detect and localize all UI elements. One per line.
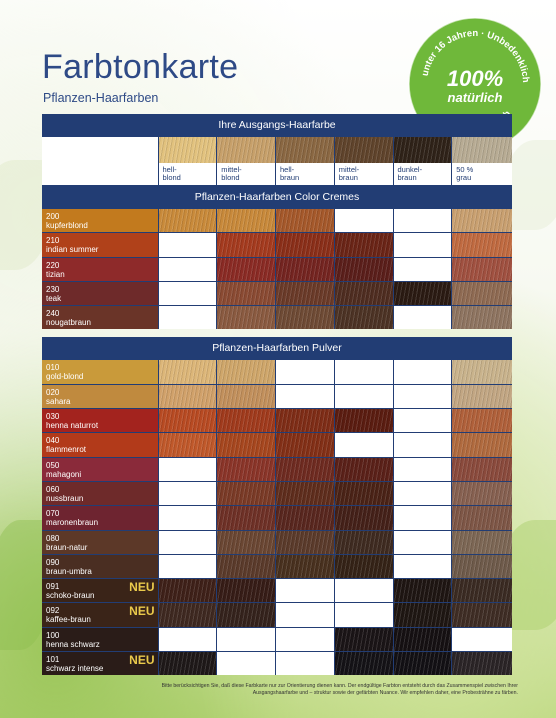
result-swatch: [452, 258, 512, 281]
result-swatch: [217, 555, 275, 578]
result-swatch: [159, 385, 217, 408]
result-swatch: [217, 579, 275, 602]
result-swatch: [276, 555, 334, 578]
product-label: [42, 603, 158, 626]
product-number: 060: [46, 484, 60, 494]
product-label: [42, 482, 158, 505]
result-swatch: [276, 458, 334, 481]
product-name: schwarz intense: [46, 664, 104, 674]
empty-cell: [394, 385, 452, 408]
product-label: [42, 628, 158, 651]
product-label: [42, 433, 158, 456]
input-color-cell: [335, 137, 393, 185]
hair-swatch: [159, 137, 217, 163]
product-number: 040: [46, 436, 60, 446]
input-row-blank: [42, 137, 158, 185]
result-swatch: [394, 652, 452, 675]
empty-cell: [335, 579, 393, 602]
result-swatch: [276, 433, 334, 456]
product-number: 091: [46, 582, 60, 592]
product-label: [42, 209, 158, 232]
empty-cell: [159, 531, 217, 554]
product-label: [42, 506, 158, 529]
result-swatch: [394, 603, 452, 626]
product-number: 210: [46, 236, 60, 246]
result-swatch: [217, 258, 275, 281]
result-swatch: [452, 579, 512, 602]
input-color-label: dunkel- braun: [397, 165, 423, 182]
product-name: gold-blond: [46, 372, 84, 382]
result-swatch: [217, 506, 275, 529]
input-color-label: hell- braun: [280, 165, 300, 182]
product-row: [42, 359, 512, 383]
product-name: henna schwarz: [46, 639, 100, 649]
page-title: Farbtonkarte: [42, 48, 239, 86]
empty-cell: [394, 306, 452, 329]
product-name: nussbraun: [46, 493, 84, 503]
hair-swatch: [217, 137, 275, 163]
empty-cell: [159, 282, 217, 305]
input-color-cell: [276, 137, 334, 185]
product-row: [42, 627, 512, 651]
result-swatch: [276, 482, 334, 505]
product-number: 230: [46, 284, 60, 294]
result-swatch: [452, 603, 512, 626]
product-label: [42, 652, 158, 675]
result-swatch: [335, 282, 393, 305]
result-swatch: [452, 482, 512, 505]
input-color-cell: [394, 137, 452, 185]
result-swatch: [217, 233, 275, 256]
product-name: tizian: [46, 269, 65, 279]
empty-cell: [159, 482, 217, 505]
product-row: [42, 305, 512, 329]
empty-cell: [394, 458, 452, 481]
result-swatch: [335, 233, 393, 256]
result-swatch: [159, 209, 217, 232]
product-label: [42, 579, 158, 602]
result-swatch: [217, 360, 275, 383]
empty-cell: [276, 360, 334, 383]
product-label: [42, 458, 158, 481]
result-swatch: [394, 282, 452, 305]
input-color-cell: [452, 137, 512, 185]
badge-ring-top: Unbedenklich: [485, 29, 532, 84]
product-name: nougatbraun: [46, 318, 91, 328]
result-swatch: [159, 652, 217, 675]
empty-cell: [394, 531, 452, 554]
input-color-row: [42, 136, 512, 186]
empty-cell: [217, 628, 275, 651]
empty-cell: [335, 209, 393, 232]
product-label: [42, 555, 158, 578]
result-swatch: [217, 282, 275, 305]
result-swatch: [217, 306, 275, 329]
product-number: 240: [46, 309, 60, 319]
product-name: braun-umbra: [46, 566, 92, 576]
empty-cell: [217, 652, 275, 675]
hair-swatch: [276, 137, 334, 163]
result-swatch: [452, 360, 512, 383]
empty-cell: [394, 233, 452, 256]
product-label: [42, 385, 158, 408]
result-swatch: [276, 506, 334, 529]
empty-cell: [394, 555, 452, 578]
result-swatch: [217, 433, 275, 456]
input-color-cell: [159, 137, 217, 185]
result-swatch: [159, 409, 217, 432]
empty-cell: [335, 603, 393, 626]
empty-cell: [394, 209, 452, 232]
result-swatch: [217, 385, 275, 408]
empty-cell: [159, 458, 217, 481]
product-number: 030: [46, 412, 60, 422]
product-number: 020: [46, 387, 60, 397]
product-row: [42, 602, 512, 626]
product-row: [42, 457, 512, 481]
badge-ring-left: unter 16 Jahren ·: [419, 27, 486, 78]
product-row: [42, 208, 512, 232]
product-number: 101: [46, 655, 60, 665]
empty-cell: [159, 233, 217, 256]
product-number: 092: [46, 606, 60, 616]
result-swatch: [394, 579, 452, 602]
result-swatch: [217, 603, 275, 626]
hair-swatch: [394, 137, 452, 163]
product-label: [42, 409, 158, 432]
product-row: [42, 432, 512, 456]
product-name: flammenrot: [46, 445, 87, 455]
result-swatch: [276, 306, 334, 329]
product-label: [42, 258, 158, 281]
product-row: [42, 530, 512, 554]
product-number: 200: [46, 212, 60, 221]
empty-cell: [276, 628, 334, 651]
result-swatch: [452, 282, 512, 305]
result-swatch: [159, 360, 217, 383]
product-number: 070: [46, 509, 60, 519]
product-name: kaffee-braun: [46, 615, 91, 625]
new-badge: NEU: [129, 653, 155, 668]
product-name: braun-natur: [46, 542, 88, 552]
product-label: [42, 233, 158, 256]
empty-cell: [276, 579, 334, 602]
result-swatch: [335, 652, 393, 675]
result-swatch: [276, 282, 334, 305]
empty-cell: [394, 482, 452, 505]
new-badge: NEU: [129, 580, 155, 595]
input-color-label: mittel- blond: [221, 165, 242, 182]
result-swatch: [276, 409, 334, 432]
empty-cell: [394, 409, 452, 432]
empty-cell: [335, 385, 393, 408]
product-number: 080: [46, 533, 60, 543]
result-swatch: [452, 555, 512, 578]
product-row: [42, 554, 512, 578]
result-swatch: [276, 258, 334, 281]
result-swatch: [335, 458, 393, 481]
empty-cell: [276, 652, 334, 675]
product-label: [42, 282, 158, 305]
result-swatch: [335, 306, 393, 329]
result-swatch: [452, 409, 512, 432]
cremes-rows: [42, 208, 512, 329]
badge-small-text: natürlich: [447, 90, 503, 105]
result-swatch: [335, 531, 393, 554]
product-row: [42, 578, 512, 602]
empty-cell: [159, 555, 217, 578]
badge-big-text: 100%: [446, 66, 504, 91]
result-swatch: [159, 433, 217, 456]
product-name: schoko-braun: [46, 591, 95, 601]
product-row: [42, 505, 512, 529]
product-name: mahagoni: [46, 469, 82, 479]
result-swatch: [217, 482, 275, 505]
product-number: 220: [46, 260, 60, 270]
product-row: [42, 257, 512, 281]
empty-cell: [394, 506, 452, 529]
product-name: maronenbraun: [46, 518, 99, 528]
page-subtitle: Pflanzen-Haarfarben: [43, 91, 159, 105]
product-number: 050: [46, 460, 60, 470]
empty-cell: [159, 628, 217, 651]
result-swatch: [217, 409, 275, 432]
color-chart-table: [42, 114, 512, 675]
product-name: teak: [46, 293, 62, 303]
pulver-rows: [42, 359, 512, 675]
empty-cell: [159, 258, 217, 281]
product-name: sahara: [46, 396, 71, 406]
empty-cell: [452, 628, 512, 651]
empty-cell: [276, 603, 334, 626]
empty-cell: [335, 433, 393, 456]
section-divider: [42, 329, 512, 337]
result-swatch: [394, 628, 452, 651]
empty-cell: [394, 433, 452, 456]
result-swatch: [276, 233, 334, 256]
empty-cell: [159, 306, 217, 329]
result-swatch: [452, 209, 512, 232]
hair-swatch: [335, 137, 393, 163]
product-number: 100: [46, 630, 60, 640]
result-swatch: [452, 531, 512, 554]
product-label: [42, 360, 158, 383]
empty-cell: [335, 360, 393, 383]
product-number: 090: [46, 557, 60, 567]
result-swatch: [452, 506, 512, 529]
result-swatch: [217, 531, 275, 554]
product-row: [42, 481, 512, 505]
input-color-label: 50 % grau: [456, 165, 474, 182]
result-swatch: [335, 555, 393, 578]
product-row: [42, 232, 512, 256]
product-name: henna naturrot: [46, 421, 99, 431]
product-row: [42, 408, 512, 432]
empty-cell: [394, 258, 452, 281]
result-swatch: [452, 458, 512, 481]
result-swatch: [159, 603, 217, 626]
product-number: 010: [46, 363, 60, 373]
product-row: [42, 651, 512, 675]
result-swatch: [452, 652, 512, 675]
new-badge: NEU: [129, 604, 155, 619]
result-swatch: [335, 628, 393, 651]
result-swatch: [217, 458, 275, 481]
product-row: [42, 384, 512, 408]
input-color-cell: [217, 137, 275, 185]
result-swatch: [276, 531, 334, 554]
section-header-cremes: Pflanzen-Haarfarben Color Cremes: [42, 186, 512, 208]
result-swatch: [217, 209, 275, 232]
result-swatch: [335, 409, 393, 432]
result-swatch: [452, 433, 512, 456]
product-label: [42, 531, 158, 554]
empty-cell: [276, 385, 334, 408]
input-color-label: hell- blond: [162, 165, 181, 182]
result-swatch: [335, 482, 393, 505]
result-swatch: [276, 209, 334, 232]
empty-cell: [159, 506, 217, 529]
product-name: indian summer: [46, 245, 99, 255]
result-swatch: [159, 579, 217, 602]
result-swatch: [452, 233, 512, 256]
input-color-label: mittel- braun: [338, 165, 360, 182]
section-header-pulver: Pflanzen-Haarfarben Pulver: [42, 337, 512, 359]
empty-cell: [394, 360, 452, 383]
hair-swatch: [452, 137, 512, 163]
result-swatch: [335, 258, 393, 281]
product-name: kupferblond: [46, 221, 88, 230]
result-swatch: [335, 506, 393, 529]
product-label: [42, 306, 158, 329]
result-swatch: [452, 385, 512, 408]
section-header-input: Ihre Ausgangs-Haarfarbe: [42, 114, 512, 136]
result-swatch: [452, 306, 512, 329]
footnote: Bitte berücksichtigen Sie, daß diese Farbkarte nur zur Orientierung dienen kann. Der endgültige Farbton entsteht durch das Zusammenspiel zwischen Ihrer Ausgangshaarfarbe und – struktur sowie der gefärbten Nuance. Wir empfehlen daher, eine Probesträhne zu färben.: [161, 683, 518, 696]
product-row: [42, 281, 512, 305]
